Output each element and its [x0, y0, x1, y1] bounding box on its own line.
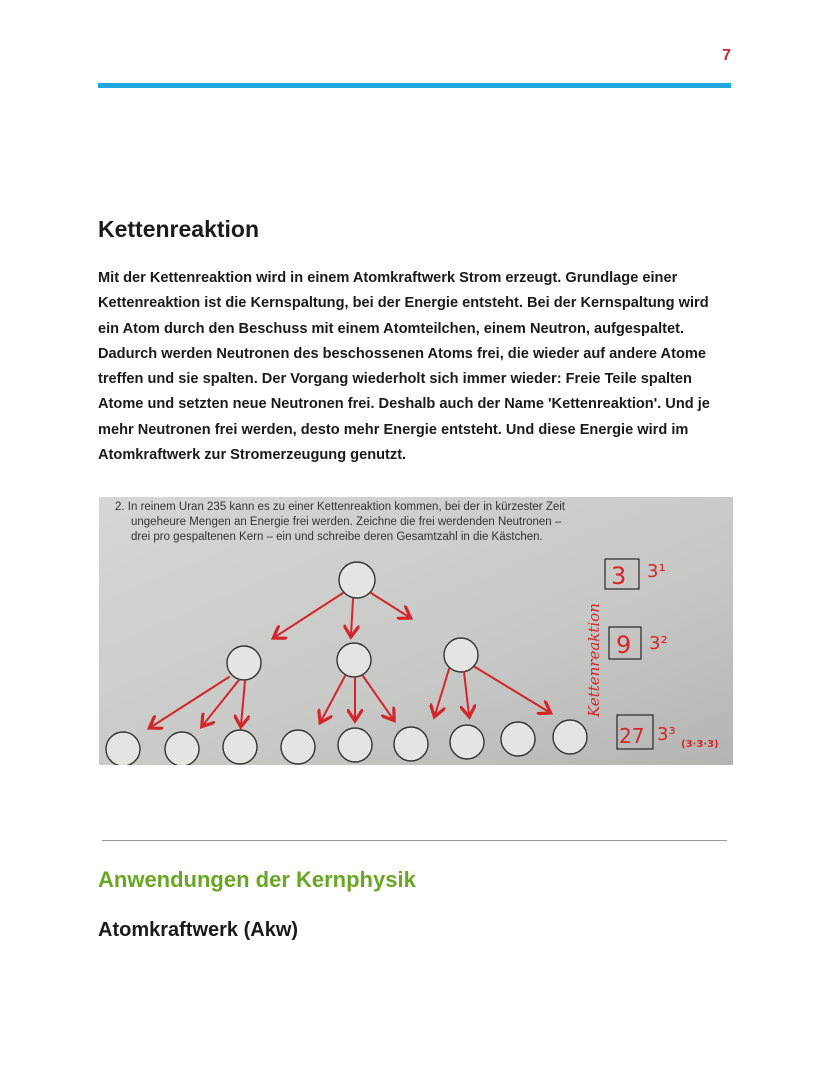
nucleus-bottom-4 [281, 730, 315, 764]
task-line-3: drei pro gespaltenen Kern – ein und schreibe deren Gesamtzahl in die Kästchen. [131, 531, 543, 543]
handwritten-label: Kettenreaktion [585, 603, 603, 717]
answer-box-note: 3³ [657, 724, 676, 745]
nucleus-bottom-9 [553, 720, 587, 754]
nucleus-mid-3 [444, 638, 478, 672]
nucleus-bottom-8 [501, 722, 535, 756]
answer-box-value: 9 [616, 631, 632, 659]
worksheet-drawing [99, 497, 733, 765]
task-line-2: ungeheure Mengen an Energie frei werden. Zeichne die frei werdenden Neutronen – [131, 516, 562, 528]
answer-box-note: 3² [649, 633, 668, 654]
nucleus-bottom-5 [338, 728, 372, 762]
nucleus-bottom-1 [106, 732, 140, 765]
nucleus-bottom-7 [450, 725, 484, 759]
answer-box-extra: (3·3·3) [681, 739, 719, 750]
nucleus-bottom-2 [165, 732, 199, 765]
nucleus-top [339, 562, 375, 598]
nucleus-bottom-6 [394, 727, 428, 761]
section2-heading: Anwendungen der Kernphysik [98, 867, 416, 892]
answer-box-note: 3¹ [647, 561, 666, 582]
answer-box-value: 27 [619, 724, 645, 748]
section-paragraph: Mit der Kettenreaktion wird in einem Atomkraftwerk Strom erzeugt. Grundlage einer Kettenreaktion ist die Kernspaltung, bei der Energie entsteht. Bei der Kernspaltung wird ein Atom durch den Beschuss mit einem Atomteilchen, einem Neutron, aufgespaltet. Dadurch werden Neutronen des beschossenen Atoms frei, die wieder auf andere Atome treffen und sie spalten. Der Vorgang wiederholt sich immer wieder: Freie Teile spalten Atome und setzten neue Neutronen frei. Deshalb auch der Name 'Kettenreaktion'. Und je mehr Neutronen frei werden, desto mehr Energie entsteht. Und diese Energie wird im Atomkraftwerk zur Stromerzeugung genutzt. [98, 270, 710, 464]
nucleus-bottom-3 [223, 730, 257, 764]
nucleus-mid-2 [337, 643, 371, 677]
header-rule [98, 83, 731, 88]
worksheet-photo [99, 497, 733, 765]
task-line-1: 2. In reinem Uran 235 kann es zu einer Kettenreaktion kommen, bei der in kürzester Zeit [115, 501, 566, 513]
section2-subheading: Atomkraftwerk (Akw) [98, 919, 299, 941]
answer-box-value: 3 [611, 562, 627, 590]
section-heading: Kettenreaktion [98, 216, 260, 242]
section-divider [102, 840, 727, 841]
page-number: 7 [722, 47, 731, 64]
nucleus-mid-1 [227, 646, 261, 680]
